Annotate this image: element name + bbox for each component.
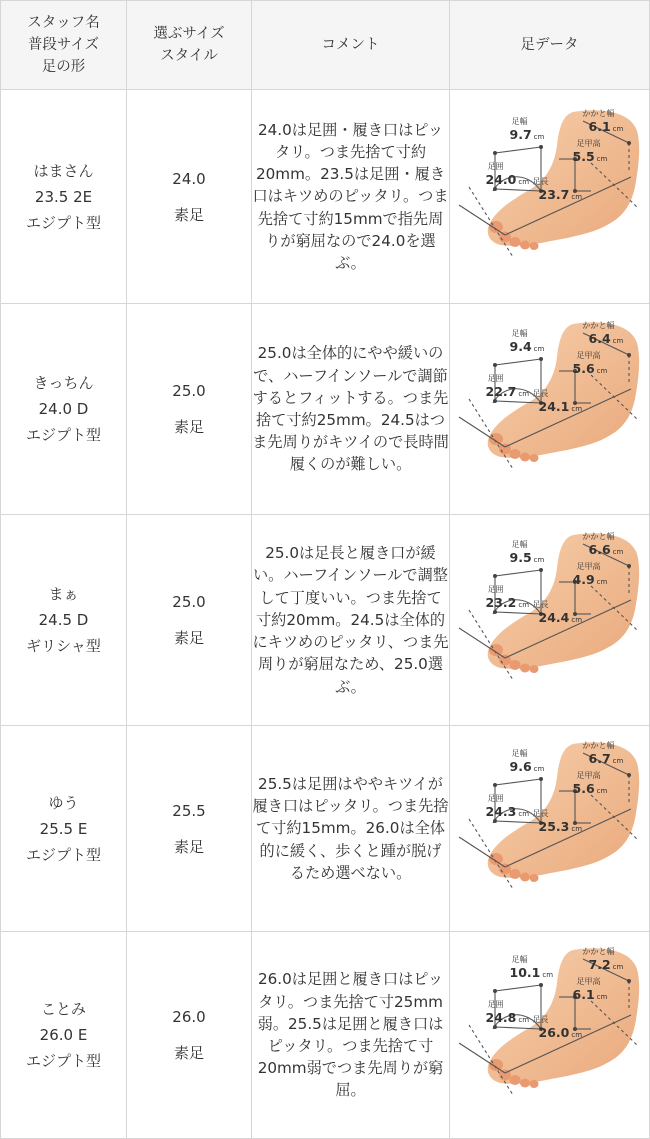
foot-data-cell: [450, 726, 650, 932]
instep-value: 5.5 cm: [572, 148, 608, 164]
comment-cell: 25.0は足長と履き口が緩い。ハーフインソールで調整して丁度いい。つま先捨て寸約20mm。24.5は全体的にキツめのピッタリ、つま先周りが窮屈なため、25.0選ぶ。: [252, 515, 450, 726]
instep-label: 足甲高: [576, 562, 601, 571]
comment-cell: 25.0は全体的にやや緩いので、ハーフインソールで調節するとフィットする。つま先捨て寸約25mm。24.5はつま先周りがキツイので長時間履くのが難しい。: [252, 304, 450, 515]
usual-size: 26.0 E: [39, 1026, 88, 1044]
foot-diagram: [455, 530, 645, 710]
header-staff-line: 普段サイズ: [27, 37, 100, 53]
length-label: 足長: [532, 389, 549, 398]
instep-value: 4.9 cm: [572, 572, 608, 587]
style-label: 素足: [173, 205, 204, 224]
instep-value: 5.6 cm: [572, 780, 608, 796]
header-staff-line: スタッフ名: [27, 15, 100, 31]
instep-label: 足甲高: [576, 138, 601, 148]
style-label: 素足: [173, 629, 204, 647]
instep-value: 5.6 cm: [572, 361, 608, 376]
header-comment: コメント: [252, 1, 450, 90]
heel-value: 6.7 cm: [588, 750, 624, 766]
foot-data-cell: [450, 932, 650, 1139]
header-size: [127, 1, 252, 90]
staff-cell: [1, 90, 127, 304]
usual-size: 25.5 E: [39, 819, 88, 838]
instep-label: 足甲高: [576, 770, 601, 780]
table-row: [1, 304, 650, 515]
style-label: 素足: [173, 1044, 204, 1062]
width-value: 9.5 cm: [509, 550, 545, 565]
foot-shape: エジプト型: [25, 213, 101, 232]
length-label: 足長: [532, 808, 549, 818]
chosen-size: 25.0: [172, 382, 206, 400]
heel-label: かかと幅: [582, 108, 615, 118]
length-value: 23.7 cm: [538, 186, 583, 202]
width-label: 足幅: [511, 329, 528, 338]
size-cell: [127, 90, 252, 304]
foot-diagram: [455, 945, 645, 1125]
table-row: [1, 515, 650, 726]
heel-label: かかと幅: [582, 947, 615, 956]
length-label: 足長: [532, 1015, 549, 1024]
foot-diagram: [455, 739, 645, 919]
heel-value: 6.4 cm: [588, 331, 624, 346]
heel-label: かかと幅: [582, 532, 615, 541]
girth-value: 23.2 cm: [485, 595, 530, 610]
foot-data-cell: [450, 515, 650, 726]
table-row: [1, 90, 650, 304]
header-staff: [1, 1, 127, 90]
heel-value: 7.2 cm: [588, 957, 624, 972]
girth-label: 足囲: [487, 374, 504, 383]
foot-data-cell: [450, 90, 650, 304]
length-value: 25.3 cm: [538, 818, 583, 834]
size-cell: [127, 932, 252, 1139]
foot-shape: ギリシャ型: [26, 637, 101, 655]
width-label: 足幅: [511, 748, 528, 758]
staff-name: ことみ: [40, 1000, 86, 1018]
header-foot: 足データ: [450, 1, 650, 90]
style-label: 素足: [173, 418, 204, 436]
chosen-size: 26.0: [172, 1008, 206, 1026]
girth-label: 足囲: [487, 1000, 504, 1009]
girth-value: 24.0 cm: [485, 171, 530, 187]
usual-size: 23.5 2E: [34, 187, 93, 206]
staff-cell: [1, 304, 127, 515]
comment-cell: 24.0は足囲・履き口はピッタリ。つま先捨て寸約20mm。23.5は足囲・履き口はキツめのピッタリ。つま先捨て寸約15mmで指先周りが窮屈なので24.0を選ぶ。: [252, 90, 450, 304]
girth-label: 足囲: [487, 161, 504, 171]
usual-size: 24.0 D: [38, 400, 89, 418]
header-size-line: スタイル: [160, 48, 218, 64]
staff-cell: [1, 932, 127, 1139]
heel-value: 6.6 cm: [588, 542, 624, 557]
foot-shape: エジプト型: [25, 426, 101, 444]
foot-shape: エジプト型: [25, 1052, 101, 1070]
length-value: 24.4 cm: [538, 610, 583, 625]
table-row: [1, 932, 650, 1139]
staff-name: ゆう: [48, 793, 79, 812]
girth-label: 足囲: [487, 585, 504, 594]
width-label: 足幅: [511, 116, 528, 126]
size-cell: [127, 515, 252, 726]
girth-value: 22.7 cm: [485, 384, 530, 399]
instep-value: 6.1 cm: [572, 987, 608, 1002]
foot-diagram: [455, 319, 645, 499]
foot-shape: エジプト型: [25, 845, 101, 864]
heel-value: 6.1 cm: [588, 118, 624, 134]
width-value: 10.1 cm: [509, 965, 554, 980]
size-cell: [127, 304, 252, 515]
style-label: 素足: [173, 837, 204, 856]
girth-value: 24.8 cm: [485, 1010, 530, 1025]
header-row: [1, 1, 650, 90]
width-value: 9.4 cm: [509, 339, 545, 354]
header-staff-line: 足の形: [41, 59, 86, 75]
width-label: 足幅: [511, 540, 528, 549]
header-size-line: 選ぶサイズ: [153, 26, 225, 42]
chosen-size: 24.0: [172, 169, 206, 188]
width-value: 9.6 cm: [509, 758, 545, 774]
staff-name: まぁ: [48, 585, 79, 603]
size-cell: [127, 726, 252, 932]
width-value: 9.7 cm: [509, 126, 545, 142]
heel-label: かかと幅: [582, 740, 615, 750]
length-label: 足長: [532, 600, 549, 609]
length-value: 24.1 cm: [538, 399, 583, 414]
instep-label: 足甲高: [576, 977, 601, 986]
heel-label: かかと幅: [582, 321, 615, 330]
girth-value: 24.3 cm: [485, 803, 530, 819]
staff-name: きっちん: [33, 374, 94, 392]
comment-cell: 25.5は足囲はややキツイが履き口はピッタリ。つま先捨て寸約15mm。26.0は全体的に緩く、歩くと踵が脱げるため選べない。: [252, 726, 450, 932]
girth-label: 足囲: [487, 793, 504, 803]
chosen-size: 25.0: [172, 593, 206, 611]
staff-cell: [1, 726, 127, 932]
width-label: 足幅: [511, 955, 528, 964]
comment-cell: 26.0は足囲と履き口はピッタリ。つま先捨て寸25mm弱。25.5は足囲と履き口はピッタリ。つま先捨て寸20mm弱でつま先周りが窮屈。: [252, 932, 450, 1139]
staff-name: はまさん: [33, 161, 94, 180]
chosen-size: 25.5: [172, 801, 206, 820]
foot-data-cell: [450, 304, 650, 515]
length-value: 26.0 cm: [538, 1025, 583, 1040]
staff-cell: [1, 515, 127, 726]
length-label: 足長: [532, 176, 549, 186]
instep-label: 足甲高: [576, 351, 601, 360]
table-row: [1, 726, 650, 932]
foot-diagram: [455, 107, 645, 287]
usual-size: 24.5 D: [38, 611, 89, 629]
